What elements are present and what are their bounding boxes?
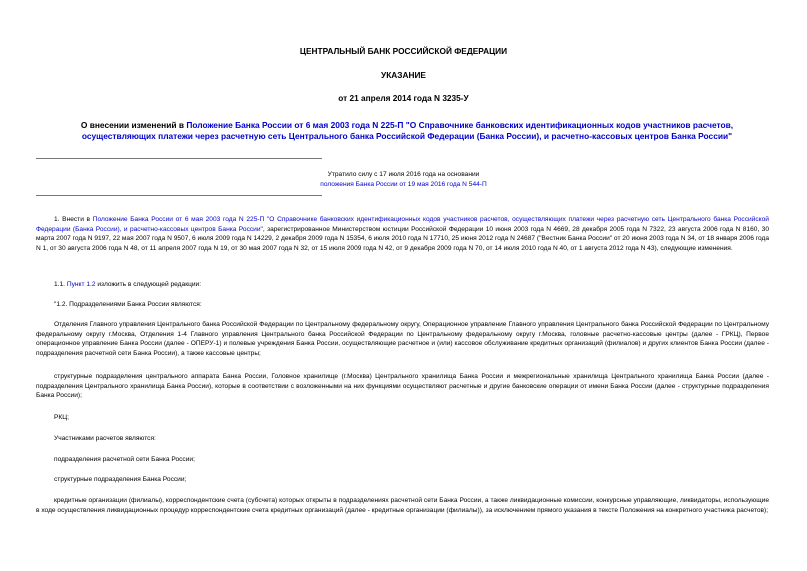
p3-text: "1.2. Подразделениями Банка России являются: (54, 301, 202, 308)
status-note-text: Утратило силу с 17 июля 2016 года на основании (327, 171, 480, 178)
p9-text: структурные подразделения Банка России; (54, 476, 187, 483)
p2-link[interactable]: Пункт 1.2 (66, 281, 96, 288)
paragraph-1-2-intro (36, 300, 769, 310)
status-note (0, 170, 807, 190)
p6-text: РКЦ; (54, 414, 69, 421)
divider-top (36, 158, 322, 159)
p2-prefix: 1.1. (54, 281, 67, 288)
document-title (52, 120, 762, 142)
bank-name-heading: ЦЕНТРАЛЬНЫЙ БАНК РОССИЙСКОЙ ФЕДЕРАЦИИ (299, 46, 508, 56)
title-prefix: О внесении изменений в (80, 120, 187, 130)
p10-text: кредитные организации (филиалы), корреспондентские счета (субсчета) которых открыты в подразделениях расчетной сети Банка России, а также ликвидационные комиссии, конкурсные управляющие, ликвидаторы, использующие в ходе осуществления ликвидационных процедур корреспондентские счета кредитных организаций (далее - кредитные организации (филиалы)), за исключением прямого указания в тексте Положения на конкретного участника расчетов); (36, 497, 769, 514)
doc-date-number: от 21 апреля 2014 года N 3235-У (338, 93, 469, 103)
p4-text: Отделения Главного управления Центрального банка Российской Федерации по Центральному федеральному округу, Операционное управление Главного управления Центрального банка Российской Федерации по Центральному федеральному округу г.Москва, Отделения 1-4 Главного управления Центрального банка Российской Федерации по Центральному федеральному округу г.Москва, головные расчетно-кассовые центры (далее - ГРКЦ), Первое операционное управление Банка России (далее - ОПЕРУ-1) и полевые учреждения Банка России, осуществляющие расчетное и (или) кассовое обслуживание кредитных организаций (филиалов) и других клиентов Банка России (далее - подразделения расчетной сети Банка России), а также кассовые центры; (36, 321, 769, 357)
p1-link[interactable]: Положение Банка России от 6 мая 2003 года N 225-П "О Справочнике банковских идентификационных кодов участников расчетов, осуществляющих платежи через расчетную сеть Центрального банка Российской Федерации (Банка России), и расчетно-кассовых центров Банка России" (36, 216, 769, 233)
p1-rest: , зарегистрированное Министерством юстиции Российской Федерации 10 июня 2003 года N 4669, 28 декабря 2005 года N 7322, 23 августа 2006 года N 8160, 30 марта 2007 года N 9197, 22 мая 2007 года N 9507, 6 июля 2009 года N 14229, 2 декабря 2009 года N 15354, 6 июля 2010 года N 17710, 25 июня 2012 года N 24687 ("Вестник Банка России" от 20 июня 2003 года N 34, от 18 января 2006 года N 1, от 30 августа 2006 года N 48, от 11 апреля 2007 года N 19, от 30 мая 2007 года N 32, от 15 июля 2009 года N 42, от 9 декабря 2009 года N 70, от 14 июля 2010 года N 40, от 1 августа 2012 года N 43), следующие изменения. (36, 225, 769, 252)
p5-text: структурные подразделения центрального аппарата Банка России, Головное хранилище (г.Москва) Центрального хранилища Банка России и межрегиональные хранилища Центрального хранилища Банка России (далее - подразделения Центрального хранилища Банка России), которые в соответствии с возложенными на них функциями осуществляют расчетные и другие банковские операции от имени Банка России (далее - структурные подразделения Банка России); (36, 373, 769, 400)
p8-text: подразделения расчетной сети Банка России; (54, 456, 195, 463)
paragraph-1 (36, 215, 769, 253)
paragraph-divisions (36, 320, 769, 358)
paragraph-credit-orgs (36, 496, 769, 515)
paragraph-1-1 (36, 280, 769, 290)
p2-rest: изложить в следующей редакции: (95, 281, 202, 288)
p7-text: Участниками расчетов являются: (54, 435, 156, 442)
paragraph-rkc (36, 413, 769, 423)
doc-type-heading: УКАЗАНИЕ (381, 70, 426, 80)
paragraph-structural-divisions (36, 475, 769, 485)
p1-prefix: 1. Внести в (54, 216, 93, 223)
status-note-link[interactable]: положения Банка России от 19 мая 2016 года N 544-П (320, 181, 487, 188)
paragraph-network-divisions (36, 455, 769, 465)
title-link[interactable]: Положение Банка России от 6 мая 2003 года N 225-П "О Справочнике банковских идентификационных кодов участников расчетов, осуществляющих платежи через расчетную сеть Центрального банка Российской Федерации (Банка России), и расчетно-кассовых центров Банка России" (81, 120, 734, 141)
paragraph-participants (36, 434, 769, 444)
paragraph-structural (36, 372, 769, 401)
divider-bottom (36, 195, 322, 196)
